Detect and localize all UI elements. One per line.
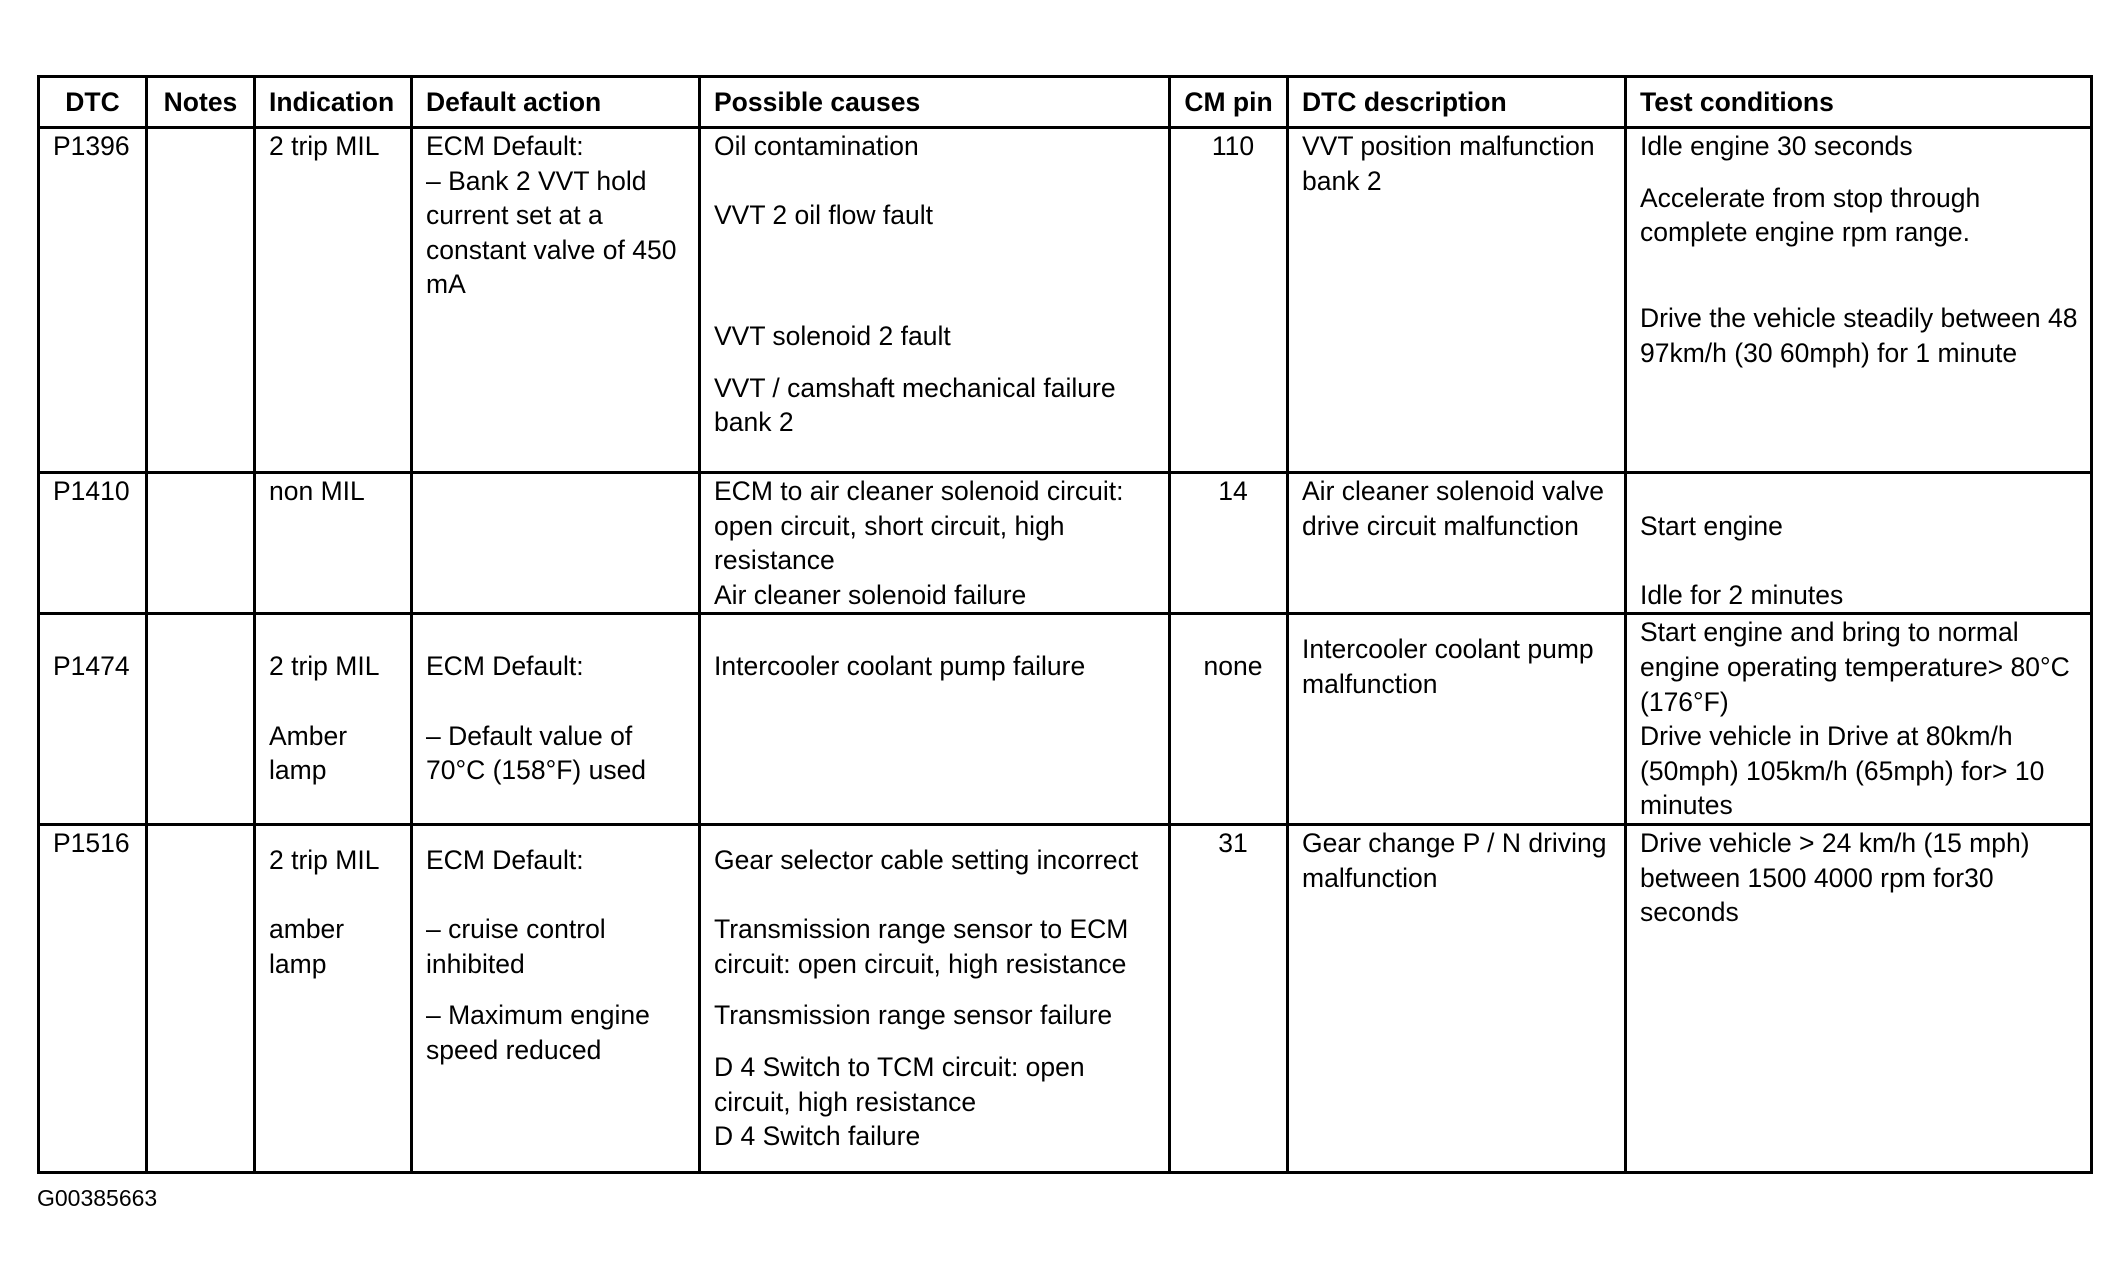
test-condition-line: (176°F)	[1640, 686, 1729, 717]
cm-pin-cell: 110	[1170, 128, 1288, 473]
default-action-cell	[412, 128, 700, 473]
indication-line: 2 trip MIL	[269, 844, 380, 875]
default-action-line: ECM Default:	[426, 844, 584, 875]
header-possible-causes: Possible causes	[700, 77, 1170, 128]
default-action-line: speed reduced	[426, 1034, 602, 1065]
cause-line: Transmission range sensor failure	[714, 1000, 1113, 1031]
cause-line: D 4 Switch failure	[714, 1121, 921, 1152]
cause-line: VVT 2 oil flow fault	[714, 200, 933, 231]
header-notes: Notes	[147, 77, 255, 128]
description-line: bank 2	[1302, 165, 1382, 196]
dtc-table	[37, 75, 2093, 1174]
table-row	[39, 824, 2092, 1172]
cause-line: Oil contamination	[714, 131, 919, 161]
dtc-description-cell	[1288, 128, 1626, 473]
default-action-line: – Maximum engine	[426, 1000, 650, 1031]
dtc-code: P1516	[39, 824, 147, 1172]
header-cm-pin: CM pin	[1170, 77, 1288, 128]
indication-cell	[255, 614, 412, 825]
header-row	[39, 77, 2092, 128]
possible-causes-cell	[700, 128, 1170, 473]
default-action-cell	[412, 473, 700, 614]
test-condition-line: Drive the vehicle steadily between 48	[1640, 303, 2078, 334]
header-default-action: Default action	[412, 77, 700, 128]
default-action-line: – cruise control	[426, 914, 606, 945]
test-condition-line: Drive vehicle in Drive at 80km/h	[1640, 721, 2013, 752]
default-action-cell	[412, 614, 700, 825]
indication-line: non MIL	[269, 476, 365, 506]
description-line: drive circuit malfunction	[1302, 510, 1579, 541]
cause-line: open circuit, short circuit, high	[714, 510, 1065, 541]
cause-line: bank 2	[714, 407, 794, 438]
default-action-line: constant valve of 450	[426, 234, 677, 265]
test-condition-line: Drive vehicle > 24 km/h (15 mph)	[1640, 827, 2030, 858]
cause-line: D 4 Switch to TCM circuit: open	[714, 1051, 1085, 1082]
test-condition-line: between 1500 4000 rpm for30	[1640, 862, 1994, 893]
indication-cell	[255, 824, 412, 1172]
test-condition-line: (50mph) 105km/h (65mph) for> 10	[1640, 755, 2045, 786]
dtc-description-cell	[1288, 614, 1626, 825]
indication-line: lamp	[269, 755, 327, 786]
cause-line: Air cleaner solenoid failure	[714, 579, 1027, 610]
possible-causes-cell	[700, 824, 1170, 1172]
cm-pin-cell: 14	[1170, 473, 1288, 614]
cm-pin-cell: 31	[1170, 824, 1288, 1172]
header-test-conditions: Test conditions	[1626, 77, 2092, 128]
table-row	[39, 128, 2092, 473]
table-row	[39, 614, 2092, 825]
test-condition-line: complete engine rpm range.	[1640, 217, 1970, 248]
default-action-cell	[412, 824, 700, 1172]
notes-cell	[147, 614, 255, 825]
test-conditions-cell	[1626, 473, 2092, 614]
dtc-code: P1410	[39, 473, 147, 614]
test-condition-line: Accelerate from stop through	[1640, 182, 1981, 213]
cm-pin-cell: none	[1170, 614, 1288, 825]
default-action-line: 70°C (158°F) used	[426, 755, 647, 786]
description-line: Intercooler coolant pump	[1302, 634, 1594, 665]
default-action-line: inhibited	[426, 948, 525, 979]
test-condition-line: Start engine	[1640, 510, 1783, 541]
cause-line: circuit, high resistance	[714, 1086, 977, 1117]
header-dtc: DTC	[39, 77, 147, 128]
cause-line: Transmission range sensor to ECM	[714, 914, 1129, 945]
default-action-line: current set at a	[426, 200, 603, 231]
possible-causes-cell	[700, 473, 1170, 614]
cause-line: Intercooler coolant pump failure	[714, 651, 1086, 682]
header-dtc-description: DTC description	[1288, 77, 1626, 128]
cause-line: VVT solenoid 2 fault	[714, 320, 951, 351]
dtc-table-container	[37, 75, 2090, 1174]
notes-cell	[147, 128, 255, 473]
cause-line: Gear selector cable setting incorrect	[714, 844, 1139, 875]
default-action-line: ECM Default:	[426, 651, 584, 682]
test-condition-line: Start engine and bring to normal	[1640, 617, 2019, 648]
dtc-code: P1396	[39, 128, 147, 473]
indication-line: 2 trip MIL	[269, 651, 380, 682]
description-line: Gear change P / N driving	[1302, 827, 1607, 858]
description-line: malfunction	[1302, 862, 1438, 893]
default-action-line: mA	[426, 269, 466, 300]
indication-line: amber	[269, 914, 345, 945]
default-action-line: ECM Default:	[426, 131, 584, 161]
description-line: malfunction	[1302, 668, 1438, 699]
cause-line: VVT / camshaft mechanical failure	[714, 372, 1116, 403]
indication-line: 2 trip MIL	[269, 131, 380, 161]
test-condition-line: minutes	[1640, 790, 1733, 821]
test-condition-line: engine operating temperature> 80°C	[1640, 651, 2070, 682]
indication-cell	[255, 128, 412, 473]
header-indication: Indication	[255, 77, 412, 128]
cause-line: circuit: open circuit, high resistance	[714, 948, 1127, 979]
test-condition-line: Idle engine 30 seconds	[1640, 131, 1913, 161]
possible-causes-cell	[700, 614, 1170, 825]
description-line: Air cleaner solenoid valve	[1302, 476, 1604, 506]
description-line: VVT position malfunction	[1302, 131, 1595, 161]
cause-line: resistance	[714, 545, 835, 576]
dtc-description-cell	[1288, 473, 1626, 614]
indication-line: lamp	[269, 948, 327, 979]
table-row	[39, 473, 2092, 614]
dtc-code: P1474	[39, 614, 147, 825]
test-conditions-cell	[1626, 128, 2092, 473]
notes-cell	[147, 824, 255, 1172]
default-action-line: – Default value of	[426, 720, 633, 751]
test-conditions-cell	[1626, 614, 2092, 825]
figure-id: G00385663	[37, 1185, 158, 1211]
dtc-description-cell	[1288, 824, 1626, 1172]
test-condition-line: Idle for 2 minutes	[1640, 579, 1844, 610]
notes-cell	[147, 473, 255, 614]
cause-line: ECM to air cleaner solenoid circuit:	[714, 476, 1124, 506]
indication-cell	[255, 473, 412, 614]
default-action-line: – Bank 2 VVT hold	[426, 165, 647, 196]
test-condition-line: 97km/h (30 60mph) for 1 minute	[1640, 337, 2018, 368]
indication-line: Amber	[269, 720, 348, 751]
test-conditions-cell	[1626, 824, 2092, 1172]
test-condition-line: seconds	[1640, 897, 1739, 928]
